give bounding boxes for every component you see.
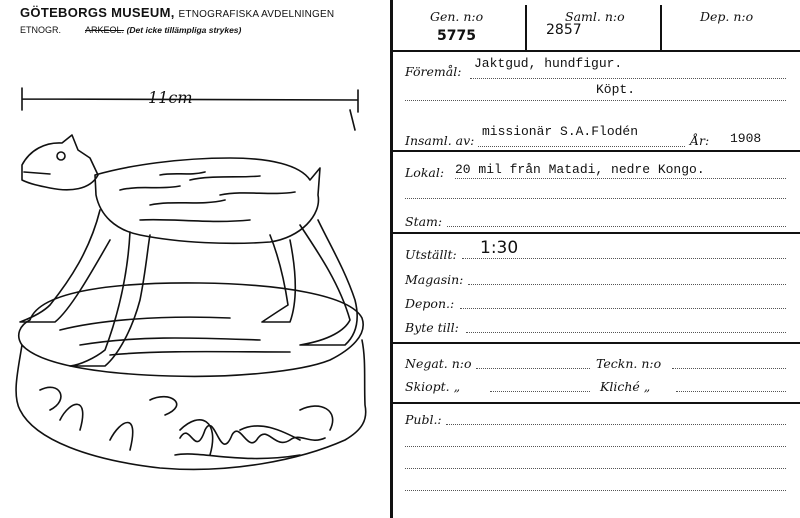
utstallt-label: Utställt: [405,247,457,262]
gen-label: Gen. n:o [430,9,484,24]
depon-label: Depon.: [405,296,455,311]
utstallt-value: 1:30 [480,238,519,258]
foremal-label: Föremål: [405,64,462,79]
lokal-value: 20 mil från Matadi, nedre Kongo. [455,162,705,177]
insaml-value: missionär S.A.Flodén [482,124,639,139]
stam-label: Stam: [405,214,443,229]
negat-label: Negat. n:o [405,356,472,371]
strike-note: (Det icke tillämpliga strykes) [126,25,242,35]
card-divider [390,0,393,518]
dog-leg-front-right [70,232,150,366]
scale-label: 11cm [148,88,193,107]
kliche-label: Kliché „ [600,379,651,394]
department-name: ETNOGRAFISKA AVDELNINGEN [178,9,335,20]
ar-value: 1908 [730,131,762,146]
publ-label: Publ.: [405,412,442,427]
teckn-label: Teckn. n:o [596,356,662,371]
dog-leg-back-right [300,220,357,345]
skiopt-label: Skiopt. „ [405,379,461,394]
dog-body [95,158,320,243]
insaml-label: Insaml. av: [405,133,475,148]
dog-leg-back-left [262,235,295,322]
etnogr-label: ETNOGR. [20,25,62,35]
foremal-value: Jaktgud, hundfigur. [474,56,623,71]
dog-head [22,135,98,190]
dog-leg-front-left [20,210,110,322]
arkeol-label: ARKEOL. [85,25,125,35]
header-rule [393,50,800,52]
lokal-label: Lokal: [405,165,445,180]
saml-value: 2857 [546,22,582,38]
saml-label: Saml. n:o [565,9,625,24]
museum-name: GÖTEBORGS MUSEUM, [20,5,175,20]
category-line [20,25,241,35]
magasin-label: Magasin: [405,272,464,287]
object-sketch [0,80,380,515]
museum-header [20,5,334,20]
gen-value: 5775 [437,28,476,44]
ar-label: År: [690,133,710,148]
pedestal [19,283,363,376]
dep-label: Dep. n:o [700,9,754,24]
byte-label: Byte till: [405,320,459,335]
foremal-note: Köpt. [596,82,636,97]
